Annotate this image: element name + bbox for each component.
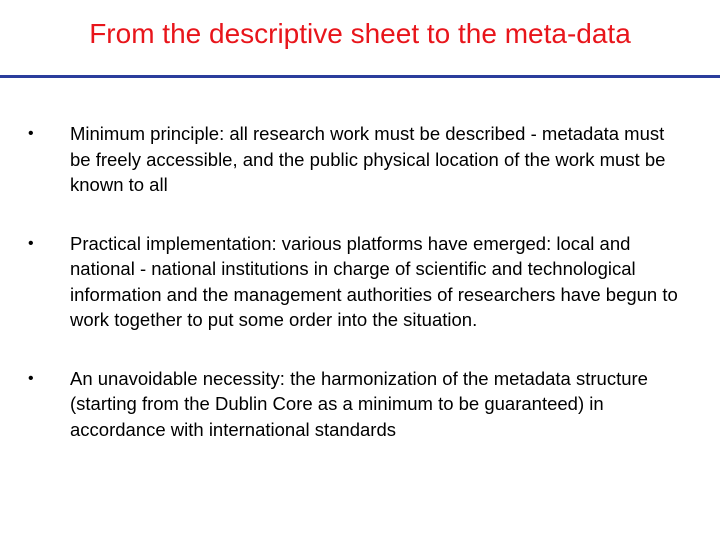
bullet-text: Minimum principle: all research work must be described - metadata must be freely accessible, and the public physical location of the work must be known to all <box>70 123 666 195</box>
title-divider <box>0 75 720 78</box>
slide-title: From the descriptive sheet to the meta-data <box>89 18 631 49</box>
bullet-dot-icon: • <box>28 234 34 252</box>
bullet-dot-icon: • <box>28 369 34 387</box>
bullet-list <box>28 121 688 475</box>
bullet-item-practical-implementation <box>28 231 688 333</box>
bullet-item-minimum-principle <box>28 121 688 198</box>
bullet-dot-icon: • <box>28 125 34 142</box>
bullet-text: An unavoidable necessity: the harmonization of the metadata structure (starting from the Dublin Core as a minimum to be guaranteed) in accordance with international standards <box>70 367 648 440</box>
bullet-text: Practical implementation: various platforms have emerged: local and national - national institutions in charge of scientific and technological information and the management authorities of researchers have begun to work together to put some order into the situation. <box>70 232 678 330</box>
bullet-item-unavoidable-necessity <box>28 366 688 443</box>
